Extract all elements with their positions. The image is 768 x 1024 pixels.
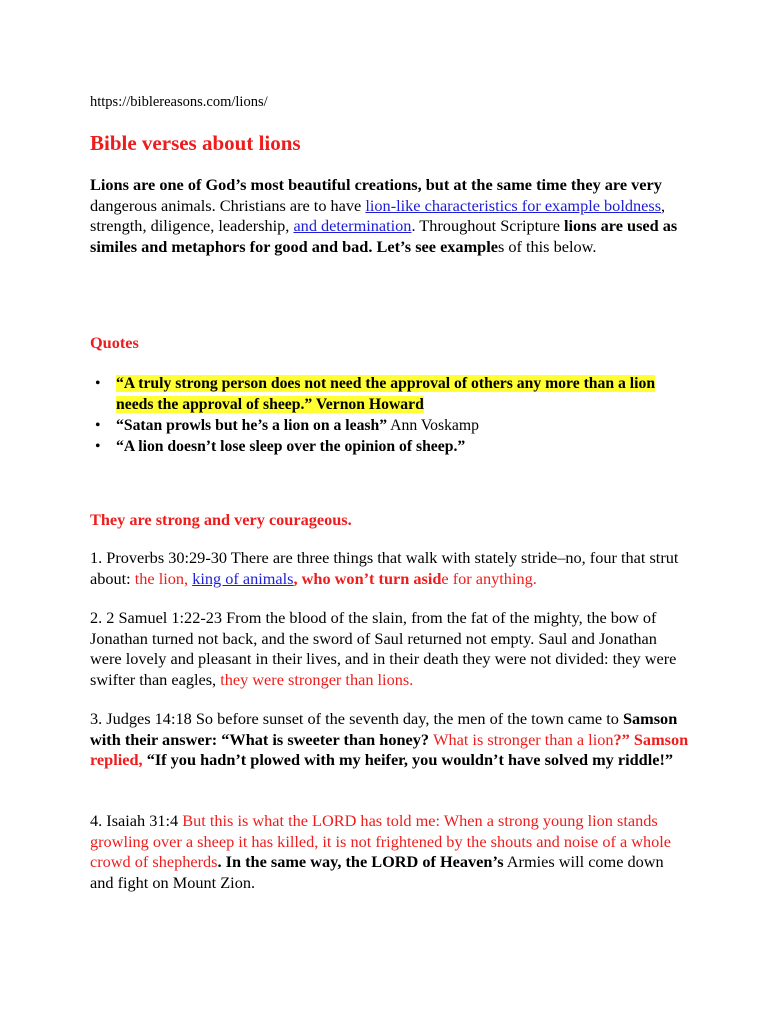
verse-highlight: e for anything. [441,568,537,588]
verse-highlight-bold: , who won’t turn asid [293,568,442,588]
quote-item [90,415,690,436]
lion-characteristics-link[interactable]: lion-like characteristics for example boldness [365,195,662,215]
verse-highlight: the lion, [134,568,193,588]
verse-highlight: But this is what the LORD has told me: When a strong young lion stands growling over a sheep it has killed, it is not frightened by the shouts and noise of a whole crowd of shepherds [90,811,672,872]
verse-3 [90,709,690,771]
quote-text: “A lion doesn’t lose sleep over the opinion of sheep.” [116,438,466,455]
quote-item [90,373,690,415]
verse-4 [90,811,690,893]
section-heading: They are strong and very courageous. [90,510,352,529]
source-url: https://biblereasons.com/lions/ [90,94,268,110]
quote-text: “A truly strong person does not need the approval of others any more than a lion needs the approval of sheep.” Vernon Howard [116,375,656,413]
bullet-icon: • [95,417,101,434]
intro-text: . Throughout Scripture [411,216,564,236]
verse-1 [90,548,690,589]
verse-text: 1. Proverbs 30:29-30 There are three things that walk with stately stride–no, four that strut about: [90,548,679,588]
intro-text: s of this below. [497,236,597,256]
verse-highlight-bold: ?” Samson replied, [90,729,689,770]
intro-bold-lead: Lions are one of God’s most beautiful creations, but at the same time they are very [90,175,662,194]
verse-bold-text: Samson with their answer: “What is sweeter than honey? [90,709,678,749]
intro-bold-text: lions are used as similes and metaphors for good and bad. Let’s see example [90,216,678,256]
verse-highlight: What is stronger than a lion [433,729,614,749]
verse-text: Armies will come down and fight on Mount Zion. [90,852,664,892]
determination-link[interactable]: and determination [293,216,412,236]
verse-text: 3. Judges 14:18 So before sunset of the seventh day, the men of the town came to [90,709,623,728]
verse-text: 2. 2 Samuel 1:22-23 From the blood of the slain, from the fat of the mighty, the bow of Jonathan turned not back, and the sword of Saul returned not empty. Saul and Jonathan were lovely and pleasant in their lives, and in their death they were not divided: they were swifter than eagles, [90,608,677,689]
intro-text: dangerous animals. Christians are to have [90,195,366,215]
page-title: Bible verses about lions [90,131,301,155]
verse-text: 4. Isaiah 31:4 [90,811,183,830]
bullet-icon: • [95,375,101,392]
verse-2 [90,608,690,690]
quote-author: Ann Voskamp [387,417,479,434]
intro-text: , strength, diligence, leadership, [90,195,666,236]
bullet-icon: • [95,438,101,455]
quotes-heading: Quotes [90,333,139,352]
king-of-animals-link[interactable]: king of animals [192,568,294,588]
verse-bold-text: . In the same way, the LORD of Heaven’s [217,852,504,872]
intro-paragraph [90,175,690,257]
verse-highlight: they were stronger than lions. [220,669,414,689]
quote-text: “Satan prowls but he’s a lion on a leash” [116,417,388,434]
verse-bold-text: “If you hadn’t plowed with my heifer, you wouldn’t have solved my riddle!” [142,750,674,770]
quote-item [90,436,690,457]
quotes-list [90,373,690,457]
